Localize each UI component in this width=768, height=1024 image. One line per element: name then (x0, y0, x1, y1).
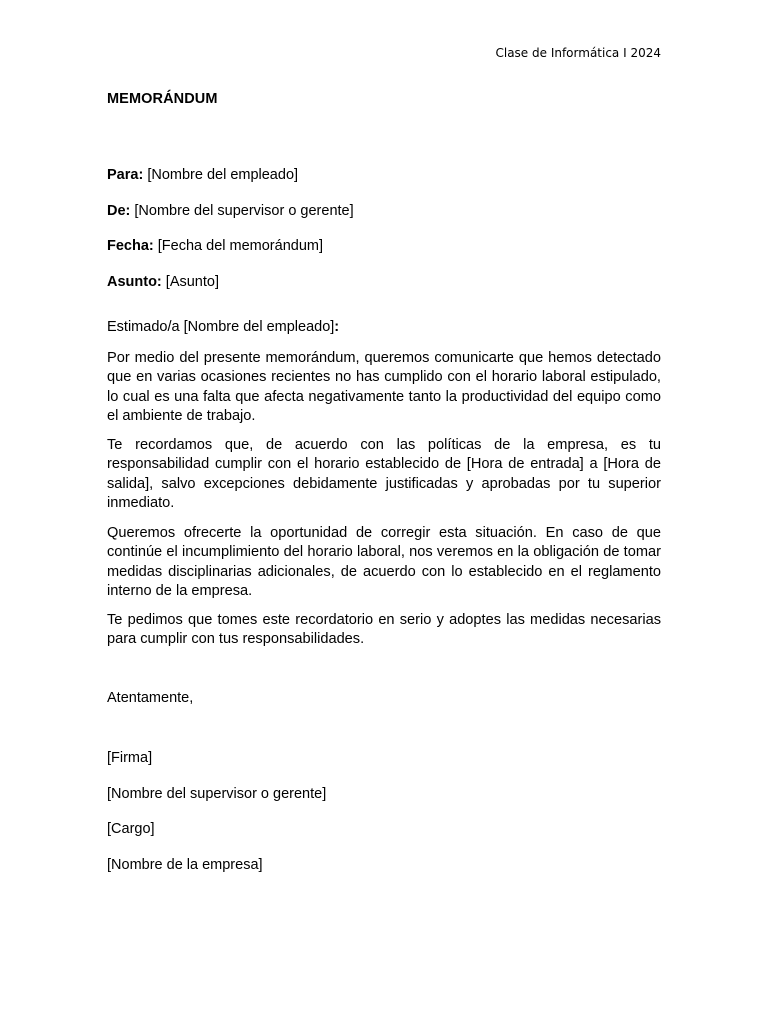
signature-position: [Cargo] (107, 821, 155, 837)
field-fecha-label: Fecha: (107, 238, 154, 254)
field-asunto-value: [Asunto] (165, 274, 219, 290)
field-fecha (107, 238, 323, 254)
greeting-colon: : (334, 319, 340, 335)
signature-name: [Nombre del supervisor o gerente] (107, 786, 327, 802)
field-de-value: [Nombre del supervisor o gerente] (134, 203, 354, 219)
field-para-label: Para: (107, 167, 144, 183)
page-header: Clase de Informática I 2024 (495, 46, 661, 60)
signature-company: [Nombre de la empresa] (107, 857, 263, 873)
memo-greeting (107, 319, 339, 335)
body-paragraph-3: Queremos ofrecerte la oportunidad de corregir esta situación. En caso de que continúe el incumplimiento del horario laboral, nos veremos en la obligación de tomar medidas disciplinarias adicionales, de acuerdo con lo establecido en el reglamento interno de la empresa. (107, 525, 661, 600)
field-de-label: De: (107, 203, 131, 219)
greeting-text: Estimado/a [Nombre del empleado] (107, 319, 335, 335)
field-asunto (107, 274, 219, 290)
field-de (107, 203, 354, 219)
field-asunto-label: Asunto: (107, 274, 162, 290)
field-para (107, 167, 298, 183)
field-para-value: [Nombre del empleado] (147, 167, 299, 183)
closing-text: Atentamente, (107, 690, 194, 706)
body-paragraph-1: Por medio del presente memorándum, queremos comunicarte que hemos detectado que en varias ocasiones recientes no has cumplido con el horario laboral estipulado, lo cual es una falta que afecta negativamente tanto la productividad del equipo como el ambiente de trabajo. (107, 350, 661, 425)
body-paragraph-4: Te pedimos que tomes este recordatorio en serio y adoptes las medidas necesarias para cumplir con tus responsabilidades. (107, 612, 661, 648)
field-fecha-value: [Fecha del memorándum] (157, 238, 323, 254)
body-paragraph-2: Te recordamos que, de acuerdo con las políticas de la empresa, es tu responsabilidad cumplir con el horario establecido de [Hora de entrada] a [Hora de salida], salvo excepciones debidamente justificadas y aprobadas por tu superior inmediato. (107, 437, 661, 512)
memo-title: MEMORÁNDUM (107, 91, 218, 107)
signature-firma: [Firma] (107, 750, 153, 766)
